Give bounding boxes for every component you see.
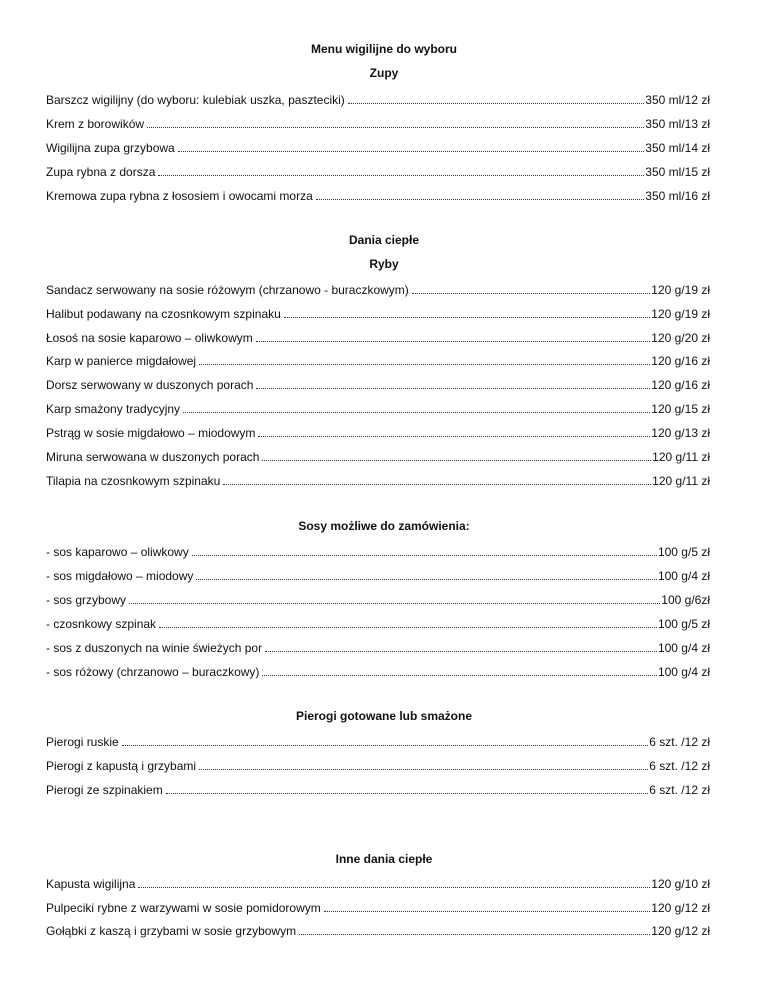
menu-item <box>46 473 710 489</box>
menu-item <box>46 449 710 465</box>
item-price: 100 g/6zł <box>661 593 710 607</box>
menu-item <box>46 306 710 322</box>
leader-dots <box>158 175 644 176</box>
leader-dots <box>166 793 649 794</box>
item-name: Barszcz wigilijny (do wyboru: kulebiak uszka, paszteciki) <box>46 93 345 107</box>
leader-dots <box>147 127 644 128</box>
item-price: 120 g/11 zł <box>652 474 710 488</box>
item-name: Krem z borowików <box>46 117 145 131</box>
leader-dots <box>122 745 649 746</box>
menu-item <box>46 282 710 298</box>
item-price: 120 g/12 zł <box>651 901 710 915</box>
item-price: 120 g/12 zł <box>651 924 710 938</box>
menu-item <box>46 140 710 156</box>
hot-dishes-heading: Dania ciepłe <box>348 233 420 247</box>
item-price: 6 szt. /12 zł <box>649 735 710 749</box>
leader-dots <box>192 555 657 556</box>
menu-item <box>46 164 710 180</box>
item-name: Pulpeciki rybne z warzywami w sosie pomidorowym <box>46 901 321 915</box>
leader-dots <box>199 364 650 365</box>
leader-dots <box>159 627 657 628</box>
item-price: 350 ml/12 zł <box>645 93 710 107</box>
item-price: 120 g/16 zł <box>651 378 710 392</box>
leader-dots <box>316 199 645 200</box>
menu-item <box>46 425 710 441</box>
item-name: - sos różowy (chrzanowo – buraczkowy) <box>46 665 260 679</box>
menu-item <box>46 330 710 346</box>
leader-dots <box>223 484 651 485</box>
leader-dots <box>256 388 650 389</box>
item-name: Karp smażony tradycyjny <box>46 402 181 416</box>
leader-dots <box>129 603 660 604</box>
soups-heading: Zupy <box>369 66 399 80</box>
item-name: Sandacz serwowany na sosie różowym (chrzanowo - buraczkowym) <box>46 283 409 297</box>
item-price: 120 g/10 zł <box>651 877 710 891</box>
item-price: 100 g/4 zł <box>657 641 710 655</box>
item-name: Pierogi ruskie <box>46 735 119 749</box>
item-name: Karp w panierce migdałowej <box>46 354 197 368</box>
menu-title: Menu wigilijne do wyboru <box>311 42 457 56</box>
leader-dots <box>178 151 645 152</box>
item-name: - sos z duszonych na winie świeżych por <box>46 641 263 655</box>
leader-dots <box>262 675 657 676</box>
fish-subheading: Ryby <box>369 257 399 271</box>
item-price: 6 szt. /12 zł <box>649 783 710 797</box>
item-price: 6 szt. /12 zł <box>649 759 710 773</box>
leader-dots <box>284 317 650 318</box>
item-name: Gołąbki z kaszą i grzybami w sosie grzybowym <box>46 924 297 938</box>
item-price: 350 ml/16 zł <box>645 189 710 203</box>
dumplings-heading: Pierogi gotowane lub smażone <box>295 709 473 723</box>
item-name: - sos grzybowy <box>46 593 127 607</box>
item-price: 120 g/20 zł <box>651 331 710 345</box>
item-price: 350 ml/13 zł <box>645 117 710 131</box>
leader-dots <box>138 887 650 888</box>
menu-item <box>46 758 710 774</box>
leader-dots <box>262 460 651 461</box>
item-price: 350 ml/15 zł <box>645 165 710 179</box>
menu-item <box>46 188 710 204</box>
menu-item <box>46 116 710 132</box>
menu-item <box>46 592 710 608</box>
item-name: Łosoś na sosie kaparowo – oliwkowym <box>46 331 253 345</box>
menu-item <box>46 876 710 892</box>
item-price: 100 g/5 zł <box>657 545 710 559</box>
leader-dots <box>265 651 657 652</box>
item-price: 120 g/19 zł <box>651 307 710 321</box>
item-price: 120 g/15 zł <box>651 402 710 416</box>
item-name: Kremowa zupa rybna z łososiem i owocami morza <box>46 189 313 203</box>
item-name: Dorsz serwowany w duszonych porach <box>46 378 254 392</box>
leader-dots <box>324 911 651 912</box>
menu-item <box>46 734 710 750</box>
item-price: 100 g/4 zł <box>657 569 710 583</box>
other-dishes-heading: Inne dania ciepłe <box>335 852 433 866</box>
leader-dots <box>258 436 650 437</box>
menu-item <box>46 401 710 417</box>
item-price: 120 g/19 zł <box>651 283 710 297</box>
menu-item <box>46 923 710 939</box>
item-price: 120 g/13 zł <box>651 426 710 440</box>
item-name: - czosnkowy szpinak <box>46 617 157 631</box>
menu-item <box>46 544 710 560</box>
leader-dots <box>348 103 645 104</box>
item-name: Pierogi ze szpinakiem <box>46 783 163 797</box>
menu-item <box>46 616 710 632</box>
leader-dots <box>196 579 657 580</box>
item-name: Miruna serwowana w duszonych porach <box>46 450 260 464</box>
menu-item <box>46 377 710 393</box>
item-price: 100 g/5 zł <box>657 617 710 631</box>
item-price: 350 ml/14 zł <box>645 141 710 155</box>
item-name: Zupa rybna z dorsza <box>46 165 156 179</box>
item-price: 120 g/11 zł <box>652 450 710 464</box>
leader-dots <box>183 412 650 413</box>
item-name: Tilapia na czosnkowym szpinaku <box>46 474 221 488</box>
sauces-heading: Sosy możliwe do zamówienia: <box>298 519 470 533</box>
menu-item <box>46 568 710 584</box>
item-name: - sos kaparowo – oliwkowy <box>46 545 189 559</box>
item-name: - sos migdałowo – miodowy <box>46 569 194 583</box>
menu-item <box>46 664 710 680</box>
leader-dots <box>199 769 648 770</box>
item-name: Pstrąg w sosie migdałowo – miodowym <box>46 426 256 440</box>
item-name: Halibut podawany na czosnkowym szpinaku <box>46 307 281 321</box>
menu-item <box>46 92 710 108</box>
leader-dots <box>299 934 650 935</box>
menu-item <box>46 640 710 656</box>
menu-item <box>46 900 710 916</box>
menu-item <box>46 782 710 798</box>
item-name: Pierogi z kapustą i grzybami <box>46 759 197 773</box>
leader-dots <box>256 341 651 342</box>
item-price: 100 g/4 zł <box>657 665 710 679</box>
item-name: Kapusta wigilijna <box>46 877 136 891</box>
item-price: 120 g/16 zł <box>651 354 710 368</box>
item-name: Wigilijna zupa grzybowa <box>46 141 175 155</box>
menu-item <box>46 353 710 369</box>
leader-dots <box>412 293 650 294</box>
